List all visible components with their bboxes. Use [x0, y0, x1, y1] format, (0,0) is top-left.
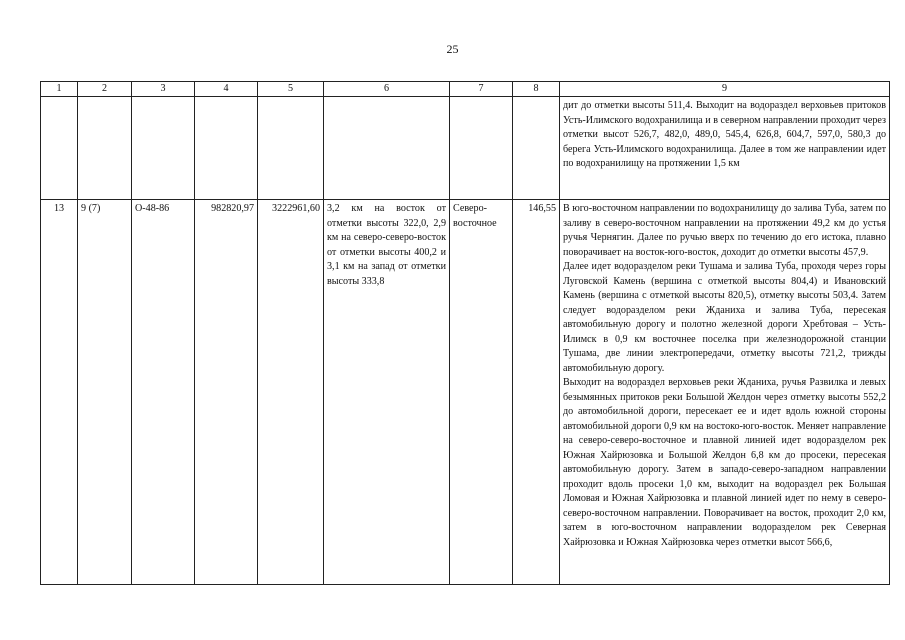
cont-description: дит до отметки высоты 511,4. Выходит на водораздел верховьев притоков Усть-Илимского водохранилища и в северном направлении проходит через отметки высот 526,7, 482,0, 489,0, 545,4, 626,8, 604,7, 597,0, 580,3 до берега Усть-Илимского водохранилища. Далее в том же направлении идет по водохранилищу на протяжении 1,5 км — [560, 97, 890, 200]
header-cell-4: 4 — [195, 82, 258, 97]
page-number: 25 — [446, 42, 459, 56]
boundary-table — [40, 81, 890, 585]
map-sheet: О-48-86 — [132, 200, 195, 585]
row-col2: 9 (7) — [78, 200, 132, 585]
header-cell-9: 9 — [560, 82, 890, 97]
route-paragraph-3: Выходит на водораздел верховьев реки Жданиха, ручья Развилка и левых безымянных притоков реки Большой Желдон через отметку высоты 552,2 до автомобильной дороги, пересекает ее и идет вдоль южной стороны автомобильной дороги 0,9 км на востоко-юго-восток. Меняет направление на северо-северо-восточное и плавной линией идет водоразделом рек Южная Хайрюзовка и Большой Желдон 6,8 км до просеки, пересекая автомобильную дорогу. Затем в западо-северо-западном направлении проходит вдоль просеки 1,0 км, выходит на водораздел рек Большая Ломовая и Южная Хайрюзовка и плавной линией идет по нему в северо-северо-восточном направлении. Поворачивает на восток, проходит 2,0 км, затем в юго-восточном направлении водоразделом рек Северная Хайрюзовка и Южная Хайрюзовка через отметки высот 566,6, — [563, 377, 886, 548]
header-cell-7: 7 — [450, 82, 513, 97]
cont-cell-8 — [513, 97, 560, 200]
route-paragraph-1: В юго-восточном направлении по водохранилищу до залива Туба, затем по заливу в северо-восточном направлении на протяжении 49,2 км до устья ручья Чернягин. Далее по ручью вверх по течению до его истока, плавно поворачивает на восток-юго-восток, доходит до отметки высоты 457,9. — [563, 203, 886, 258]
cont-cell-2 — [78, 97, 132, 200]
header-cell-5: 5 — [258, 82, 324, 97]
header-cell-3: 3 — [132, 82, 195, 97]
header-cell-1: 1 — [41, 82, 78, 97]
length: 146,55 — [513, 200, 560, 585]
route-paragraph-2: Далее идет водоразделом реки Тушама и залива Туба, проходя через горы Луговской Камень (вершина с отметкой высоты 804,4) и Ивановский Камень (вершина с отметкой высоты 820,5), отметку высоты 503,4. Затем следует водоразделом реки Жданиха и залива Туба, пересекая автомобильную дорогу и полотно железной дороги Хребтовая – Усть-Илимск в 0,9 км восточнее поселка при железнодорожной станции Тушама, две линии электропередачи, отметку высоты 721,2, трижды автомобильную дорогу. — [563, 261, 886, 374]
row-number: 13 — [41, 200, 78, 585]
table-row — [41, 200, 890, 585]
cont-cell-1 — [41, 97, 78, 200]
header-cell-8: 8 — [513, 82, 560, 97]
header-cell-2: 2 — [78, 82, 132, 97]
continuation-row — [41, 97, 890, 200]
header-cell-6: 6 — [324, 82, 450, 97]
header-row — [41, 82, 890, 97]
cont-cell-7 — [450, 97, 513, 200]
direction: Северо-восточное — [450, 200, 513, 585]
cont-cell-3 — [132, 97, 195, 200]
coordinate-x: 982820,97 — [195, 200, 258, 585]
start-point-description: 3,2 км на восток от отметки высоты 322,0, 2,9 км на северо-северо-восток от отметки высоты 400,2 и 3,1 км на запад от отметки высоты 333,8 — [324, 200, 450, 585]
cont-cell-4 — [195, 97, 258, 200]
cont-cell-6 — [324, 97, 450, 200]
route-description — [560, 200, 890, 585]
coordinate-y: 3222961,60 — [258, 200, 324, 585]
cont-cell-5 — [258, 97, 324, 200]
